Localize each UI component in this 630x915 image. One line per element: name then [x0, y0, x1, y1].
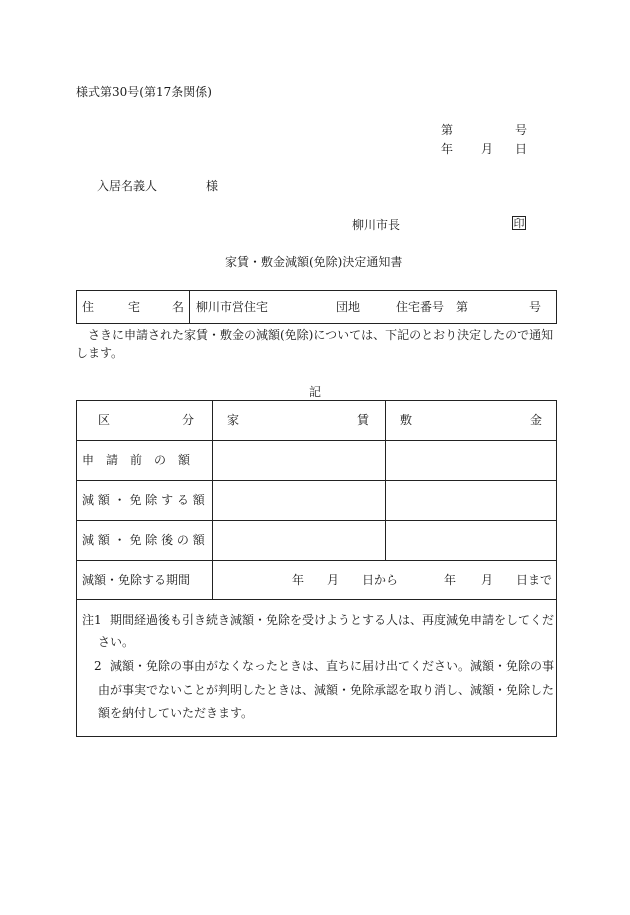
date-month: 月 — [481, 142, 494, 156]
note-2-line3: 額を納付していただきます。 — [98, 706, 254, 720]
ki-heading: 記 — [309, 385, 322, 399]
note-2-label: 2 — [94, 659, 102, 673]
unit-number-prefix: 第 — [456, 300, 469, 314]
address-box — [76, 290, 557, 324]
header-yachin-2: 賃 — [357, 413, 370, 427]
period-from: 日から — [362, 573, 399, 587]
addressee-label: 入居名義人 — [97, 179, 158, 193]
note-2-line1: 減額・免除の事由がなくなったときは、直ちに届け出てください。減額・免除の事 — [110, 659, 555, 673]
address-label-3: 名 — [172, 300, 185, 314]
unit-number-suffix: 号 — [529, 300, 542, 314]
note-2-line2: 由が事実でないことが判明したときは、減額・免除承認を取り消し、減額・免除した — [98, 683, 555, 697]
row-label-period: 減額・免除する期間 — [82, 573, 191, 587]
period-month-2: 月 — [481, 573, 494, 587]
table-col-divider-2 — [385, 400, 386, 560]
table-rule-4 — [76, 560, 557, 561]
period-year-2: 年 — [444, 573, 457, 587]
header-yachin-1: 家 — [227, 413, 240, 427]
table-rule-3 — [76, 520, 557, 521]
table-rule-2 — [76, 480, 557, 481]
document-title: 家賃・敷金減額(免除)決定通知書 — [225, 255, 403, 269]
date-day: 日 — [515, 142, 528, 156]
addressee-honorific: 様 — [206, 179, 219, 193]
date-year: 年 — [441, 142, 454, 156]
period-month-1: 月 — [327, 573, 340, 587]
note-1-label: 注1 — [82, 613, 102, 627]
unit-number-label: 住宅番号 — [396, 300, 445, 314]
address-label-2: 宅 — [128, 300, 141, 314]
row-label-reduction: 減 額 ・ 免 除 す る 額 — [82, 493, 205, 507]
header-shikikin-2: 金 — [530, 413, 543, 427]
row-label-after: 減 額 ・ 免 除 後 の 額 — [82, 533, 205, 547]
address-divider — [189, 290, 190, 324]
table-col-divider-1 — [212, 400, 213, 599]
body-text-line2: します。 — [76, 346, 124, 360]
doc-number-suffix: 号 — [515, 123, 528, 137]
header-kubun-2: 分 — [182, 413, 195, 427]
danchi-label: 団地 — [336, 300, 361, 314]
table-rule-5 — [76, 599, 557, 600]
note-1-line2: さい。 — [98, 635, 135, 649]
header-shikikin-1: 敷 — [400, 413, 413, 427]
header-kubun-1: 区 — [98, 413, 111, 427]
period-year-1: 年 — [292, 573, 305, 587]
housing-name: 柳川市営住宅 — [196, 300, 269, 314]
note-1-line1: 期間経過後も引き続き減額・免除を受けようとする人は、再度減免申請をしてくだ — [110, 613, 555, 627]
address-label-1: 住 — [82, 300, 95, 314]
seal-mark: 印 — [513, 217, 525, 230]
period-until: 日まで — [516, 573, 553, 587]
issuer-name: 柳川市長 — [352, 218, 401, 232]
doc-number-prefix: 第 — [441, 123, 454, 137]
form-number: 様式第30号(第17条関係) — [76, 85, 212, 99]
table-rule-1 — [76, 440, 557, 441]
body-text-line1: さきに申請された家賃・敷金の減額(免除)については、下記のとおり決定したので通知 — [88, 328, 554, 342]
row-label-before: 申 請 前 の 額 — [82, 453, 191, 467]
